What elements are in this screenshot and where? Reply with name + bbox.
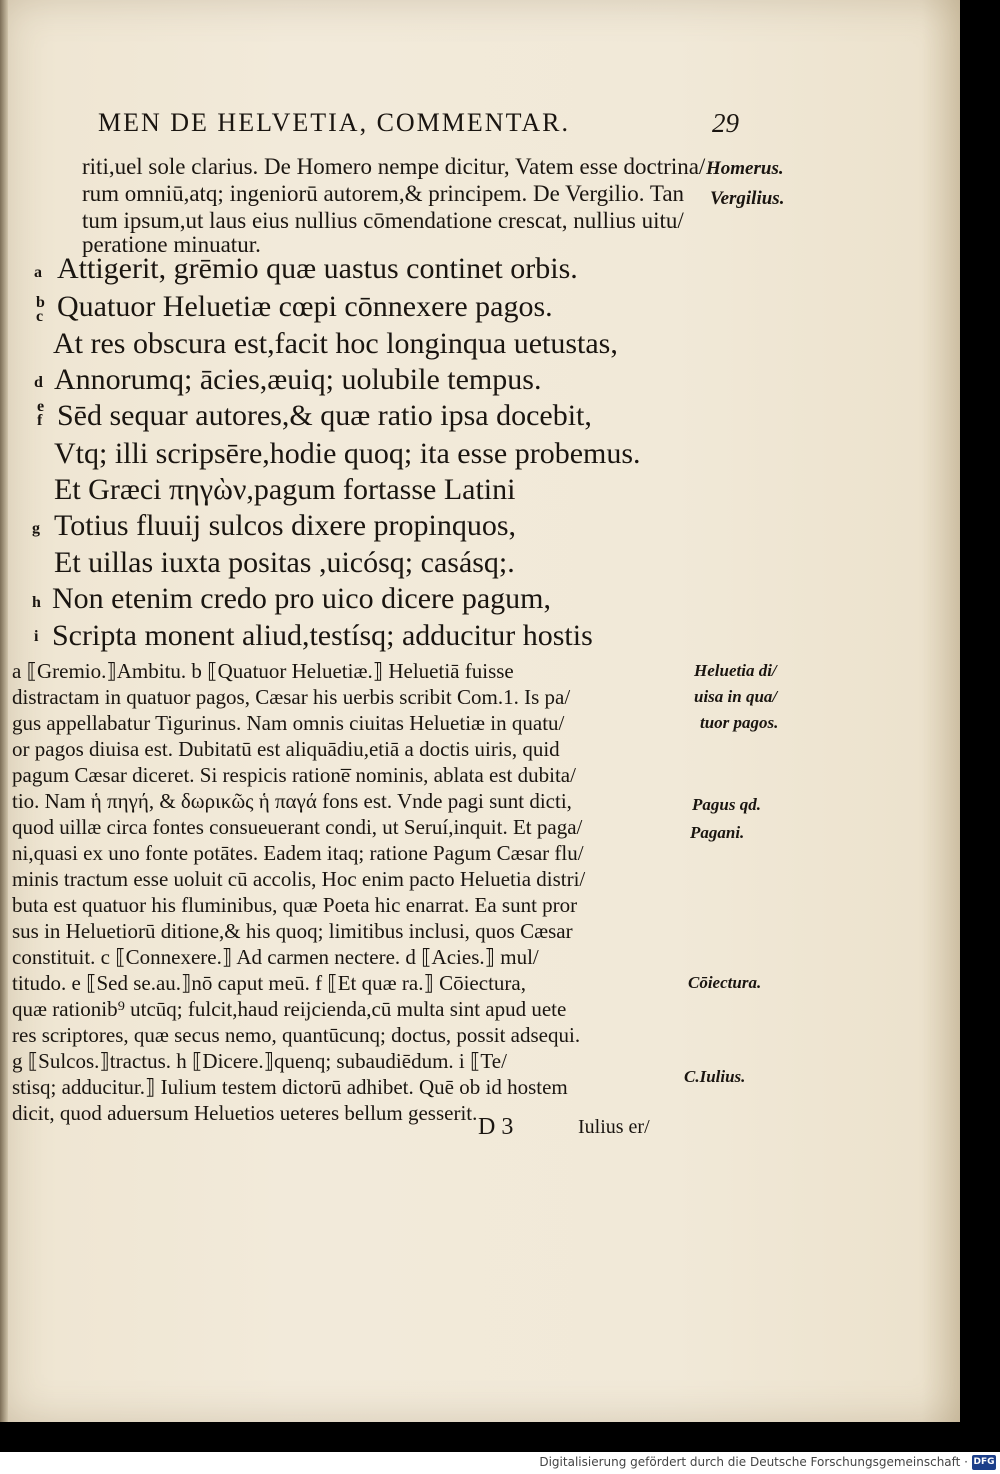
verse-marker: g bbox=[32, 520, 40, 537]
verse-line: Et Græci πηγὼν,pagum fortasse Latini bbox=[54, 473, 516, 506]
verse-marker: i bbox=[34, 628, 39, 645]
margin-note: tuor pagos. bbox=[700, 713, 779, 732]
prose-line: riti,uel sole clarius. De Homero nempe dicitur, Vatem esse doctrina/ bbox=[82, 154, 706, 179]
note-line: quæ rationib⁹ utcūq; fulcit,haud reijcienda,cū multa sint apud uete bbox=[12, 997, 567, 1021]
note-line: quod uillæ circa fontes consueuerant condi, ut Seruí,inquit. Et paga/ bbox=[12, 815, 583, 839]
note-line: titudo. e ⟦Sed se.au.⟧nō caput meū. f ⟦Et quæ ra.⟧ Cōiectura, bbox=[12, 971, 526, 995]
verse-line: At res obscura est,facit hoc longinqua uetustas, bbox=[53, 327, 618, 360]
running-title: MEN DE HELVETIA, COMMENTAR. bbox=[98, 108, 570, 137]
note-line: pagum Cæsar diceret. Si respicis ratione̅ nominis, ablata est dubita/ bbox=[12, 763, 576, 787]
note-line: sus in Heluetiorū ditione,& his quoq; limitibus inclusi, quos Cæsar bbox=[12, 919, 573, 943]
verse-line: Vtq; illi scripsēre,hodie quoq; ita esse probemus. bbox=[54, 437, 641, 470]
verse-line: Sēd sequar autores,& quæ ratio ipsa docebit, bbox=[57, 399, 592, 432]
note-line: minis tractum esse uoluit cū accolis, Hoc enim pacto Heluetia distri/ bbox=[12, 867, 586, 891]
note-line: or pagos diuisa est. Dubitatū est aliquādiu,etiā a doctis uiris, quid bbox=[12, 737, 560, 761]
margin-note: Pagani. bbox=[690, 823, 745, 842]
margin-note: Pagus qd. bbox=[692, 795, 761, 814]
verse-marker: b c bbox=[36, 294, 45, 325]
margin-note: C.Iulius. bbox=[684, 1067, 746, 1086]
note-line: gus appellabatur Tigurinus. Nam omnis ciuitas Heluetiæ in quatu/ bbox=[12, 711, 565, 735]
verse-marker: h bbox=[32, 594, 41, 611]
verse-line: Attigerit, grēmio quæ uastus continet orbis. bbox=[57, 252, 578, 285]
verse-line: Scripta monent aliud,testísq; adducitur hostis bbox=[52, 619, 593, 652]
note-line: a ⟦Gremio.⟧Ambitu. b ⟦Quatuor Heluetiæ.⟧ Heluetiā fuisse bbox=[12, 659, 514, 683]
verse-line: Quatuor Heluetiæ cœpi cōnnexere pagos. bbox=[57, 290, 553, 323]
note-line: buta est quatuor his fluminibus, quæ Poeta hic enarrat. Ea sunt pror bbox=[12, 893, 578, 917]
verse-line: Et uillas iuxta positas ,uicósq; casásq;. bbox=[54, 546, 515, 579]
dfg-logo: DFG bbox=[972, 1455, 996, 1470]
margin-note: Homerus. bbox=[706, 158, 784, 179]
verse-marker: e f bbox=[37, 398, 45, 429]
note-line: ni,quasi ex uno fonte potātes. Eadem itaq; ratione Pagum Cæsar flu/ bbox=[12, 841, 584, 865]
prose-line: tum ipsum,ut laus eius nullius cōmendatione crescat, nullius uitu/ bbox=[82, 208, 684, 233]
note-line: tio. Nam ἡ πηγή, & δωρικῶς ἡ παγά fons est. Vnde pagi sunt dicti, bbox=[12, 789, 572, 813]
catchword: Iulius er/ bbox=[578, 1116, 650, 1138]
verse-marker: d bbox=[34, 374, 43, 391]
verse-line: Totius fluuij sulcos dixere propinquos, bbox=[54, 509, 517, 542]
margin-note: Cōiectura. bbox=[688, 973, 762, 992]
digitization-footer bbox=[0, 1452, 1000, 1474]
note-line: res scriptores, quæ secus nemo, quantūcunq; doctus, possit adsequi. bbox=[12, 1023, 581, 1047]
signature-mark: D 3 bbox=[478, 1114, 514, 1140]
prose-line: peratione minuatur. bbox=[82, 232, 261, 257]
verse-marker: a bbox=[34, 264, 42, 281]
note-line: stisq; adducitur.⟧ Iulium testem dictorū adhibet. Quē ob id hostem bbox=[12, 1075, 568, 1099]
margin-note: Vergilius. bbox=[710, 188, 785, 209]
verse-line: Non etenim credo pro uico dicere pagum, bbox=[52, 582, 551, 615]
margin-note: uisa in qua/ bbox=[694, 687, 778, 706]
prose-line: rum omniū,atq; ingeniorū autorem,& principem. De Vergilio. Tan bbox=[82, 181, 685, 206]
verse-line: Annorumq; ācies,æuiq; uolubile tempus. bbox=[54, 363, 542, 396]
note-line: g ⟦Sulcos.⟧tractus. h ⟦Dicere.⟧quenq; subaudiēdum. i ⟦Te/ bbox=[12, 1049, 507, 1073]
funding-credit: Digitalisierung gefördert durch die Deutsche Forschungsgemeinschaft · bbox=[539, 1455, 968, 1469]
note-line: distractam in quatuor pagos, Cæsar his uerbis scribit Com.1. Is pa/ bbox=[12, 685, 571, 709]
folio-number: 29 bbox=[712, 108, 739, 138]
note-line: dicit, quod aduersum Heluetios ueteres bellum gesserit. bbox=[12, 1101, 478, 1125]
note-line: constituit. c ⟦Connexere.⟧ Ad carmen nectere. d ⟦Acies.⟧ mul/ bbox=[12, 945, 539, 969]
margin-note: Heluetia di/ bbox=[694, 661, 777, 680]
